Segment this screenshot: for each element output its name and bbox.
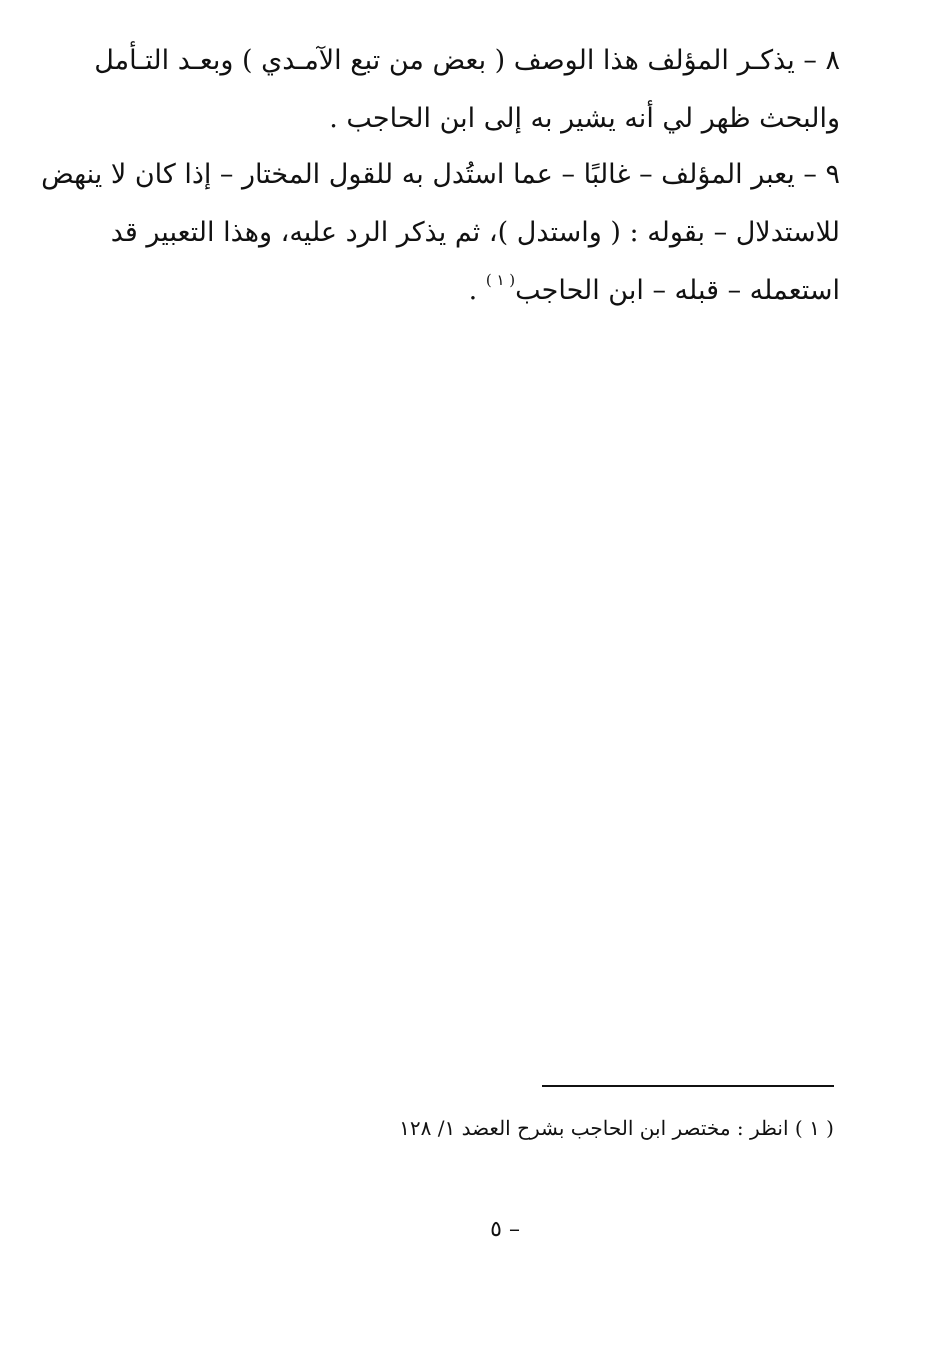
paragraph-line-text: استعمله – قبله – ابن الحاجب: [515, 275, 840, 306]
paragraph-last-line: [120, 262, 840, 320]
paragraph-line: ٩ – يعبر المؤلف – غالبًا – عما استُدل به للقول المختار – إذا كان لا ينهض: [41, 159, 840, 190]
paragraph-item-8: [94, 32, 840, 148]
footnote-reference[interactable]: ( ١ ): [485, 271, 516, 289]
paragraph-line: ٨ – يذكـر المؤلف هذا الوصف ( بعض من تبع الآمـدي ) وبعـد التـأمل: [94, 45, 840, 76]
paragraph-line: للاستدلال – بقوله : ( واستدل )، ثم يذكر الرد عليه، وهذا التعبير قد: [110, 217, 840, 248]
page-number: – ٥: [490, 1217, 520, 1242]
footnote-text: ( ١ ) انظر : مختصر ابن الحاجب بشرح العضد ١/ ١٢٨: [399, 1116, 834, 1140]
paragraph-end-punctuation: .: [468, 275, 486, 306]
footnote-divider: [542, 1085, 834, 1087]
paragraph-line: والبحث ظهر لي أنه يشير به إلى ابن الحاجب .: [329, 103, 840, 134]
paragraph-item-9: [41, 146, 840, 320]
